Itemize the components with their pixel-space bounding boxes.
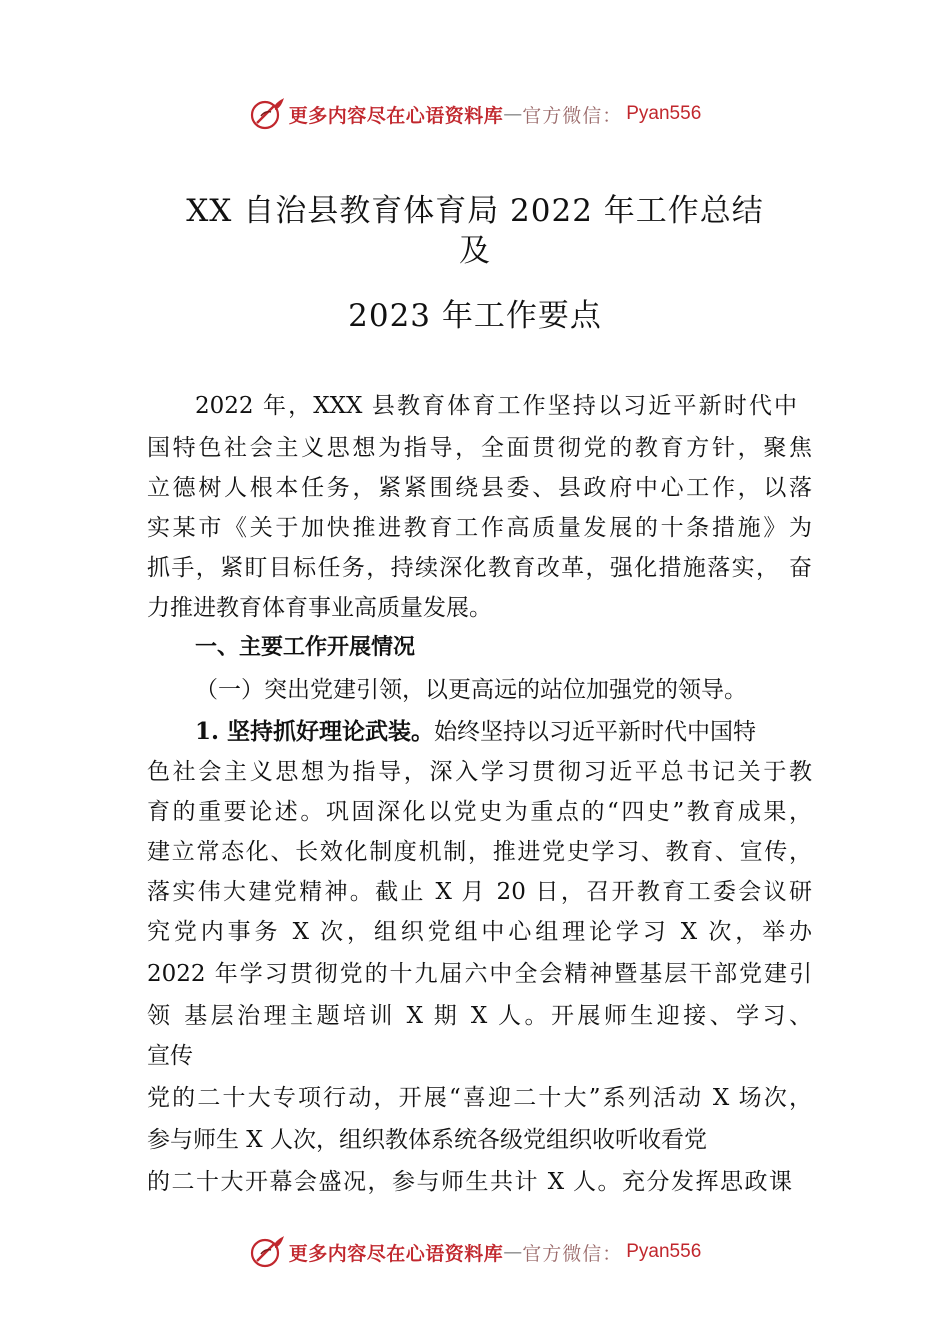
body-line: 的二十大开幕会盛况，参与师生共计 X 人。充分发挥思政课 bbox=[147, 1169, 792, 1195]
intro-line: 国特色社会主义思想为指导，全面贯彻党的教育方针，聚焦 bbox=[147, 435, 812, 461]
document-title-line-3: 2023 年工作要点 bbox=[348, 298, 602, 334]
banner-separator: — bbox=[503, 1241, 523, 1263]
intro-line: 力推进教育体育事业高质量发展。 bbox=[147, 595, 492, 621]
item-first-line bbox=[195, 712, 860, 752]
intro-line: 2022 年，XXX 县教育体育工作坚持以习近平新时代中 bbox=[195, 393, 797, 419]
body-line: 参与师生 X 人次，组织教体系统各级党组织收听收看党 bbox=[147, 1127, 707, 1153]
section-heading: 一、主要工作开展情况 bbox=[195, 635, 416, 660]
banner-main-text: 更多内容尽在心语资料库 bbox=[288, 104, 504, 127]
quill-logo-icon bbox=[249, 96, 285, 132]
body-line: 党的二十大专项行动，开展“喜迎二十大”系列活动 X 场次， bbox=[147, 1085, 812, 1111]
banner-wechat-id: Pyan556 bbox=[626, 1241, 702, 1262]
body-line: 育的重要论述。巩固深化以党史为重点的“四史”教育成果， bbox=[147, 799, 812, 825]
header-banner bbox=[0, 94, 950, 134]
document-title-line-1: XX 自治县教育体育局 2022 年工作总结 bbox=[186, 193, 764, 229]
footer-banner bbox=[0, 1232, 950, 1272]
item-lead: 1. 坚持抓好理论武装。 bbox=[195, 718, 435, 745]
body-line: 落实伟大建党精神。截止 X 月 20 日，召开教育工委会议研 bbox=[147, 879, 812, 905]
body-line: 领 基层治理主题培训 X 期 X 人。开展师生迎接、学习、 bbox=[147, 1003, 812, 1029]
subsection-heading: （一）突出党建引领，以更高远的站位加强党的领导。 bbox=[195, 677, 747, 703]
intro-line: 立德树人根本任务，紧紧围绕县委、县政府中心工作，以落 bbox=[147, 475, 812, 501]
body-line: 2022 年学习贯彻党的十九届六中全会精神暨基层干部党建引 bbox=[147, 961, 812, 987]
banner-wechat-label: 官方微信： bbox=[522, 104, 623, 127]
banner-separator: — bbox=[503, 103, 523, 125]
body-line: 建立常态化、长效化制度机制，推进党史学习、教育、宣传， bbox=[147, 839, 812, 865]
document-title-line-2: 及 bbox=[459, 233, 491, 269]
body-line: 色社会主义思想为指导，深入学习贯彻习近平总书记关于教 bbox=[147, 759, 812, 785]
body-line: 宣传 bbox=[147, 1043, 193, 1069]
banner-wechat-label: 官方微信： bbox=[522, 1242, 623, 1265]
banner-wechat-id: Pyan556 bbox=[626, 103, 702, 124]
quill-logo-icon bbox=[249, 1234, 285, 1270]
body-line: 究党内事务 X 次，组织党组中心组理论学习 X 次，举办 bbox=[147, 919, 812, 945]
banner-main-text: 更多内容尽在心语资料库 bbox=[288, 1242, 504, 1265]
item-text: 始终坚持以习近平新时代中国特 bbox=[434, 719, 757, 745]
intro-line: 实某市《关于加快推进教育工作高质量发展的十条措施》为 bbox=[147, 515, 812, 541]
intro-line: 抓手，紧盯目标任务，持续深化教育改革，强化措施落实， 奋 bbox=[147, 555, 812, 581]
